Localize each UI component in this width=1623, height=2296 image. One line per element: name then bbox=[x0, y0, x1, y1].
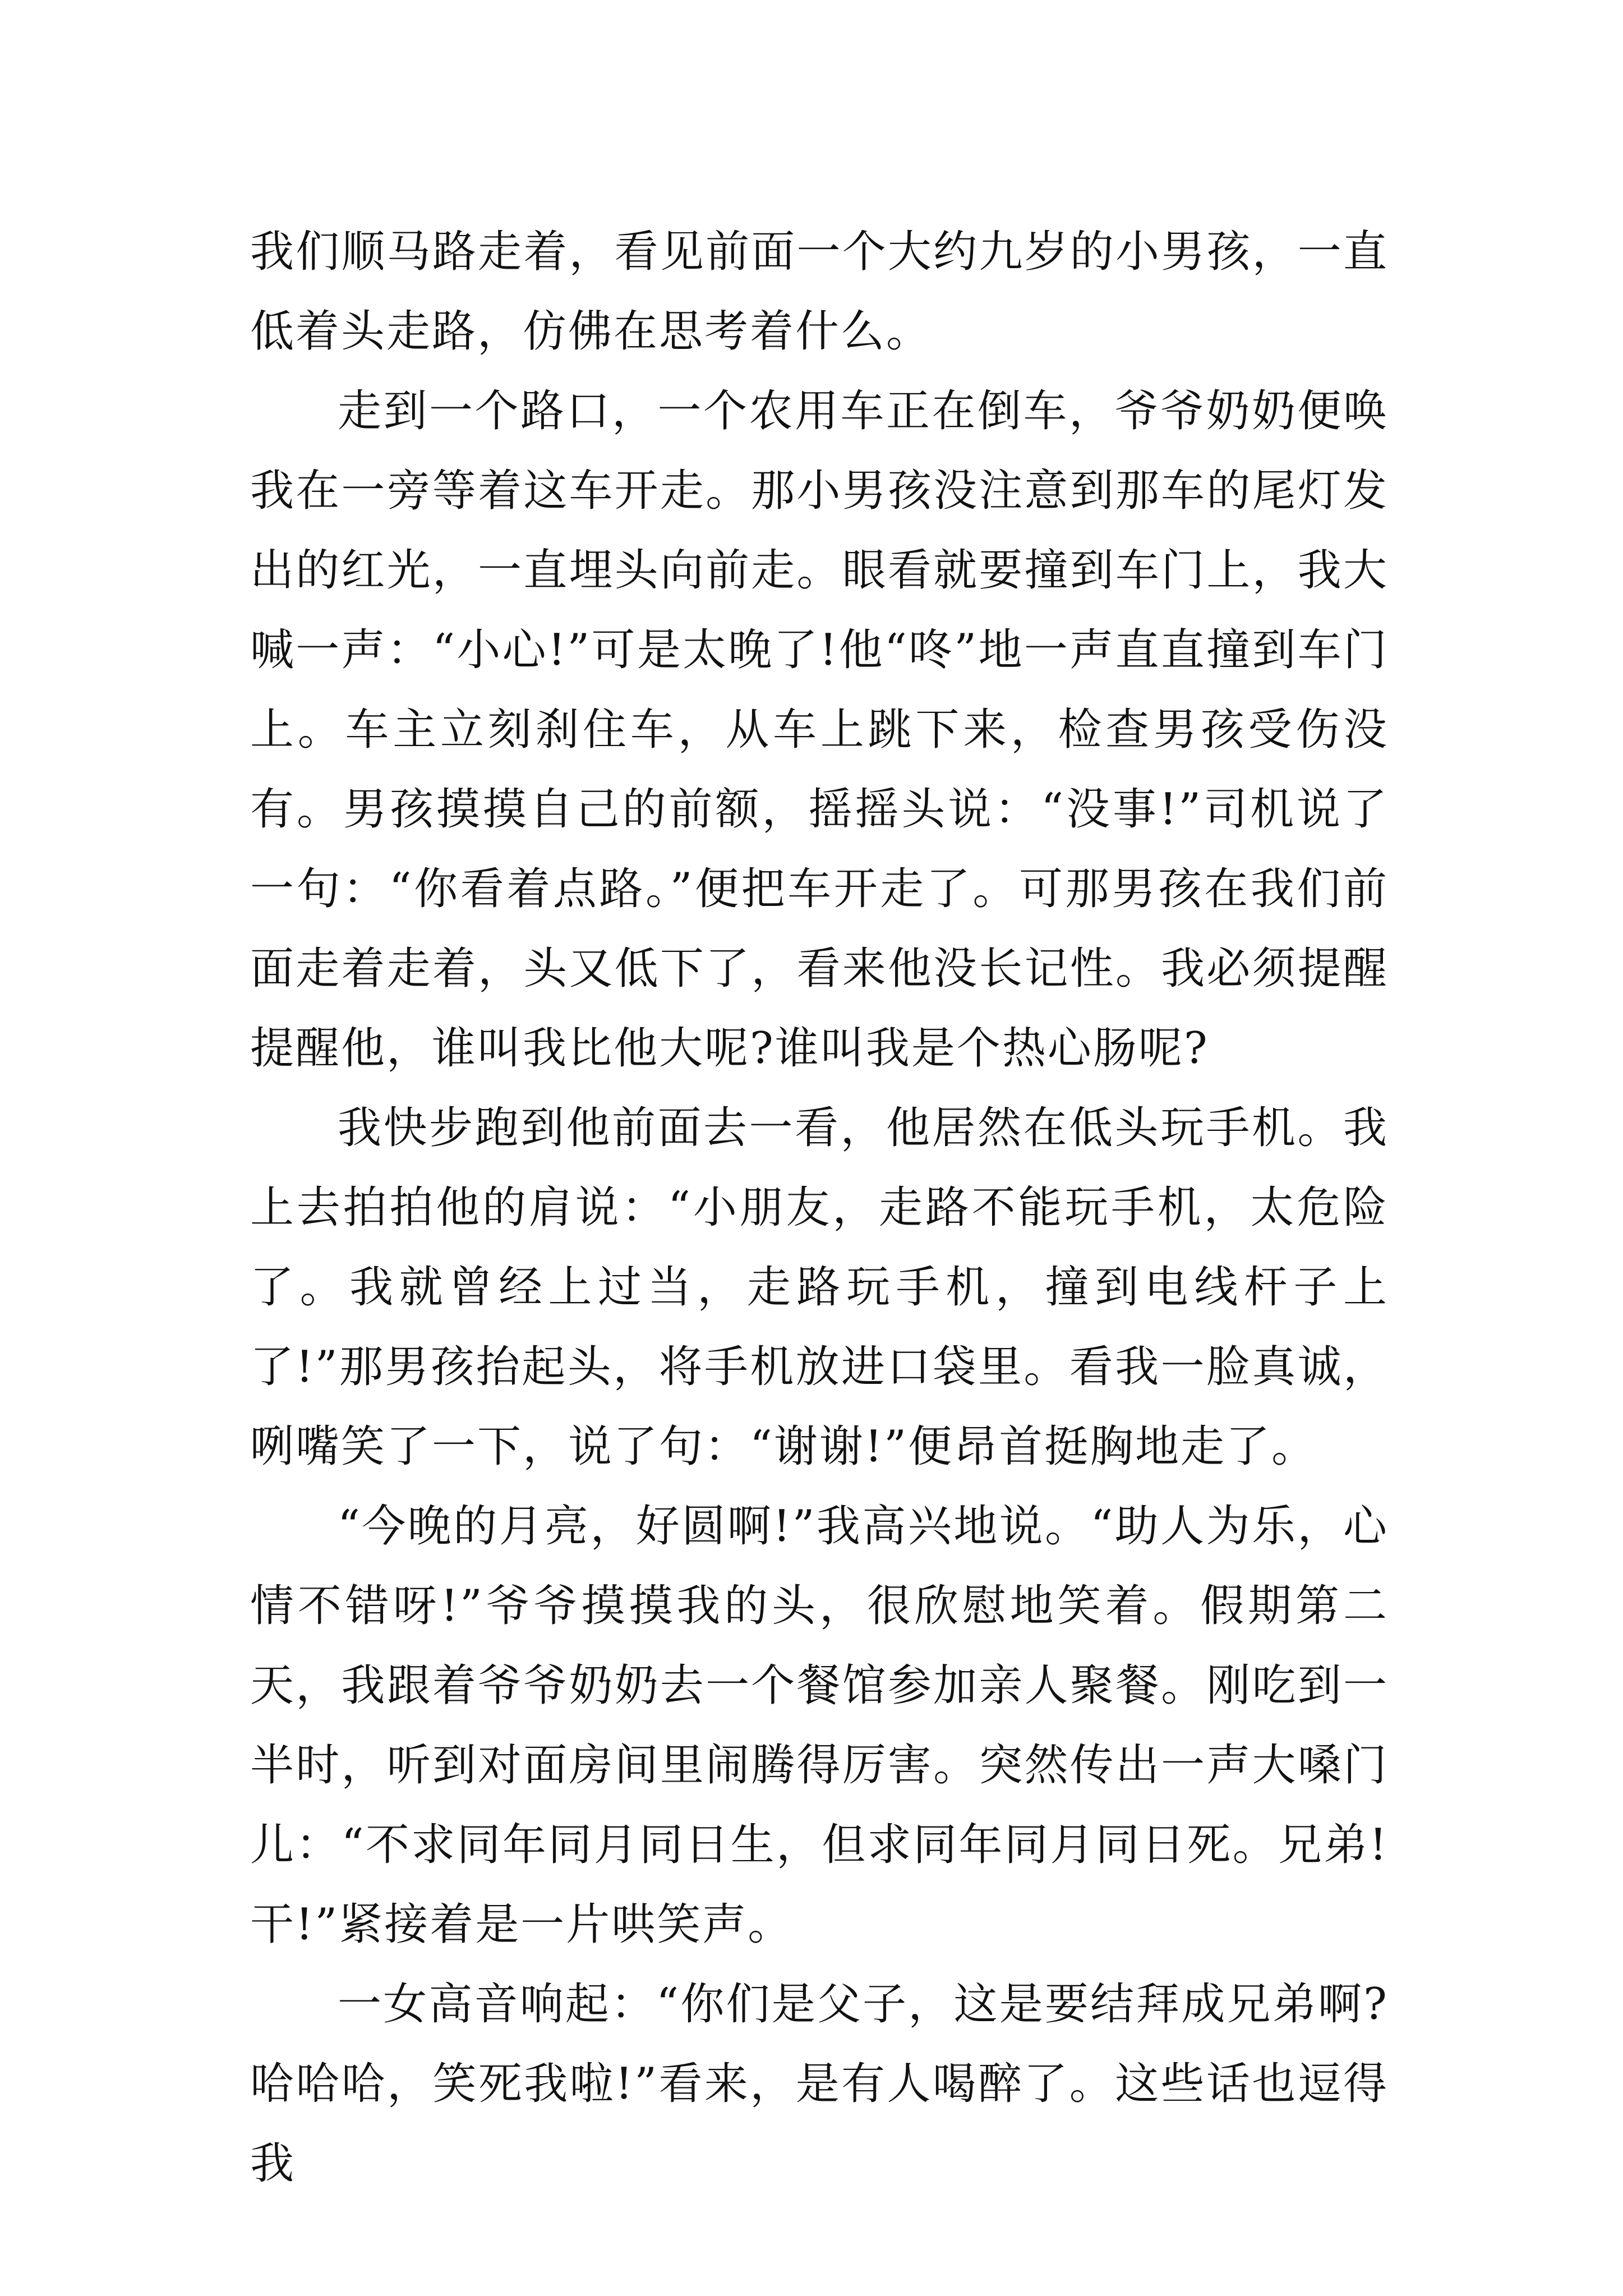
paragraph-2: 走到一个路口，一个农用车正在倒车，爷爷奶奶便唤我在一旁等着这车开走。那小男孩没注意到那车的尾灯发出的红光，一直埋头向前走。眼看就要撞到车门上，我大喊一声：“小心!”可是太晚了!他“咚”地一声直直撞到车门上。车主立刻刹住车，从车上跳下来，检查男孩受伤没有。男孩摸摸自己的前额，摇摇头说：“没事!”司机说了一句：“你看着点路。”便把车开走了。可那男孩在我们前面走着走着，头又低下了，看来他没长记性。我必须提醒提醒他，谁叫我比他大呢?谁叫我是个热心肠呢? bbox=[250, 386, 1389, 1074]
body-text bbox=[250, 212, 1389, 2203]
paragraph-5: 一女高音响起：“你们是父子，这是要结拜成兄弟啊?哈哈哈，笑死我啦!”看来，是有人喝醉了。这些话也逗得我 bbox=[250, 1979, 1389, 2189]
paragraph-1: 我们顺马路走着，看见前面一个大约九岁的小男孩，一直低着头走路，仿佛在思考着什么。 bbox=[250, 227, 1389, 357]
paragraph-3: 我快步跑到他前面去一看，他居然在低头玩手机。我上去拍拍他的肩说：“小朋友，走路不能玩手机，太危险了。我就曾经上过当，走路玩手机，撞到电线杆子上了!”那男孩抬起头，将手机放进口袋里。看我一脸真诚，咧嘴笑了一下，说了句：“谢谢!”便昂首挺胸地走了。 bbox=[250, 1103, 1389, 1472]
paragraph-4: “今晚的月亮，好圆啊!”我高兴地说。“助人为乐，心情不错呀!”爷爷摸摸我的头，很欣慰地笑着。假期第二天，我跟着爷爷奶奶去一个餐馆参加亲人聚餐。刚吃到一半时，听到对面房间里闹腾得厉害。突然传出一声大嗓门儿：“不求同年同月同日生，但求同年同月同日死。兄弟!干!”紧接着是一片哄笑声。 bbox=[250, 1501, 1389, 1950]
